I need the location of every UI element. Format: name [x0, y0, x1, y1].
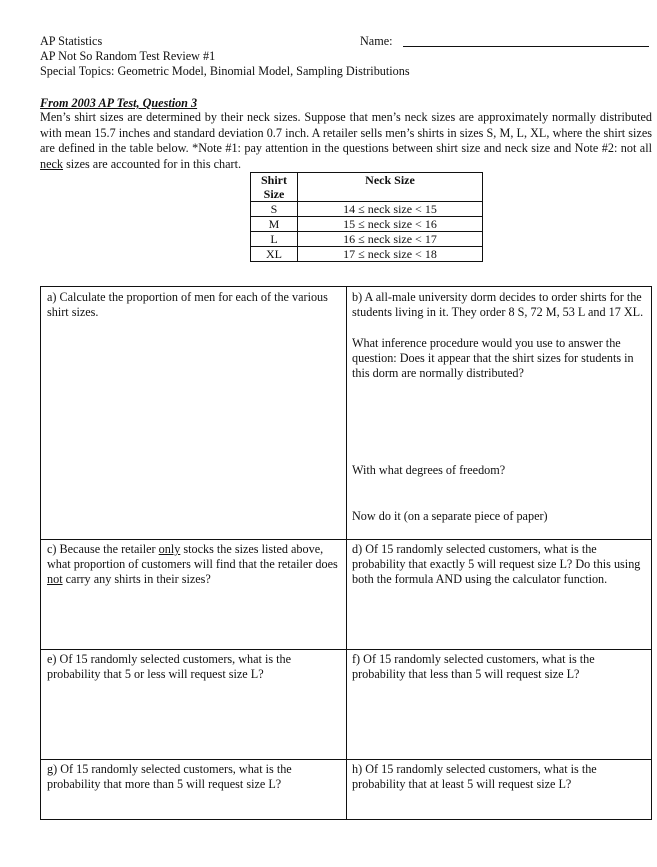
- worksheet-title: AP Not So Random Test Review #1: [40, 49, 216, 63]
- neck-size-cell: 14 ≤ neck size < 15: [298, 202, 483, 217]
- table-header-neck-size: Neck Size: [298, 173, 483, 202]
- question-grid: [40, 286, 652, 820]
- question-f: f) Of 15 randomly selected customers, what is the probability that less than 5 will request size L?: [352, 652, 595, 681]
- question-e: e) Of 15 randomly selected customers, what is the probability that 5 or less will request size L?: [47, 652, 292, 681]
- question-d-box[interactable]: [346, 539, 652, 649]
- question-b-box[interactable]: [346, 287, 652, 539]
- question-b-setup: b) A all-male university dorm decides to order shirts for the students living in it. They order 8 S, 72 M, 53 L and 17 XL.: [352, 290, 644, 319]
- table-header-shirt-size: Shirt Size: [251, 173, 298, 202]
- name-blank-line[interactable]: [403, 46, 649, 47]
- intro-underlined-word: neck: [40, 156, 64, 171]
- source-heading: From 2003 AP Test, Question 3: [40, 96, 198, 110]
- question-b-degrees: With what degrees of freedom?: [352, 463, 506, 477]
- question-b-procedure: What inference procedure would you use to answer the question: Does it appear that the shirt sizes for students in this dorm are normally distributed?: [352, 336, 634, 380]
- name-label: Name:: [360, 34, 393, 48]
- course-name: AP Statistics: [40, 34, 103, 48]
- question-c-text-mid: stocks the sizes listed above, what proportion of customers will find that the retailer does: [47, 542, 338, 571]
- question-c-emphasis-only: only: [158, 542, 181, 556]
- neck-size-cell: 16 ≤ neck size < 17: [298, 232, 483, 247]
- question-c-emphasis-not: not: [47, 572, 63, 586]
- question-f-box[interactable]: [346, 649, 652, 759]
- question-a-box[interactable]: [41, 287, 346, 539]
- table-row: [251, 247, 483, 262]
- shirt-size-cell: M: [251, 217, 298, 232]
- question-c-text-end: carry any shirts in their sizes?: [62, 572, 211, 586]
- table-row: [251, 217, 483, 232]
- size-table: [250, 172, 483, 262]
- shirt-size-cell: S: [251, 202, 298, 217]
- question-g: g) Of 15 randomly selected customers, what is the probability that more than 5 will request size L?: [47, 762, 292, 791]
- neck-size-cell: 15 ≤ neck size < 16: [298, 217, 483, 232]
- question-d: d) Of 15 randomly selected customers, what is the probability that exactly 5 will request size L? Do this using both the formula AND using the calculator function.: [352, 542, 641, 586]
- header: [40, 34, 480, 79]
- topics-line: Special Topics: Geometric Model, Binomial Model, Sampling Distributions: [40, 64, 410, 78]
- shirt-size-cell: L: [251, 232, 298, 247]
- intro-text-end: sizes are accounted for in this chart.: [63, 156, 242, 171]
- question-b-do-it: Now do it (on a separate piece of paper): [352, 509, 548, 523]
- question-g-box[interactable]: [41, 759, 346, 819]
- question-e-box[interactable]: [41, 649, 346, 759]
- question-a: a) Calculate the proportion of men for each of the various shirt sizes.: [47, 290, 328, 319]
- question-c: [47, 542, 340, 587]
- question-c-box[interactable]: [41, 539, 346, 649]
- table-row: [251, 202, 483, 217]
- intro-text: Men’s shirt sizes are determined by their neck sizes. Suppose that men’s neck sizes are approximately normally distributed with mean 15.7 inches and standard deviation 0.7 inch. A retailer sells men’s shirts in sizes S, M, L, XL, where the shirt sizes are defined in the table below. *Note #1: pay attention in the questions between shirt size and neck size and Note #2: not all: [40, 110, 652, 155]
- shirt-size-cell: XL: [251, 247, 298, 262]
- neck-size-cell: 17 ≤ neck size < 18: [298, 247, 483, 262]
- question-h: h) Of 15 randomly selected customers, what is the probability that at least 5 will request size L?: [352, 762, 597, 791]
- problem-intro: [40, 110, 652, 172]
- question-c-text: c) Because the retailer: [47, 542, 159, 556]
- question-h-box[interactable]: [346, 759, 652, 819]
- table-row: [251, 232, 483, 247]
